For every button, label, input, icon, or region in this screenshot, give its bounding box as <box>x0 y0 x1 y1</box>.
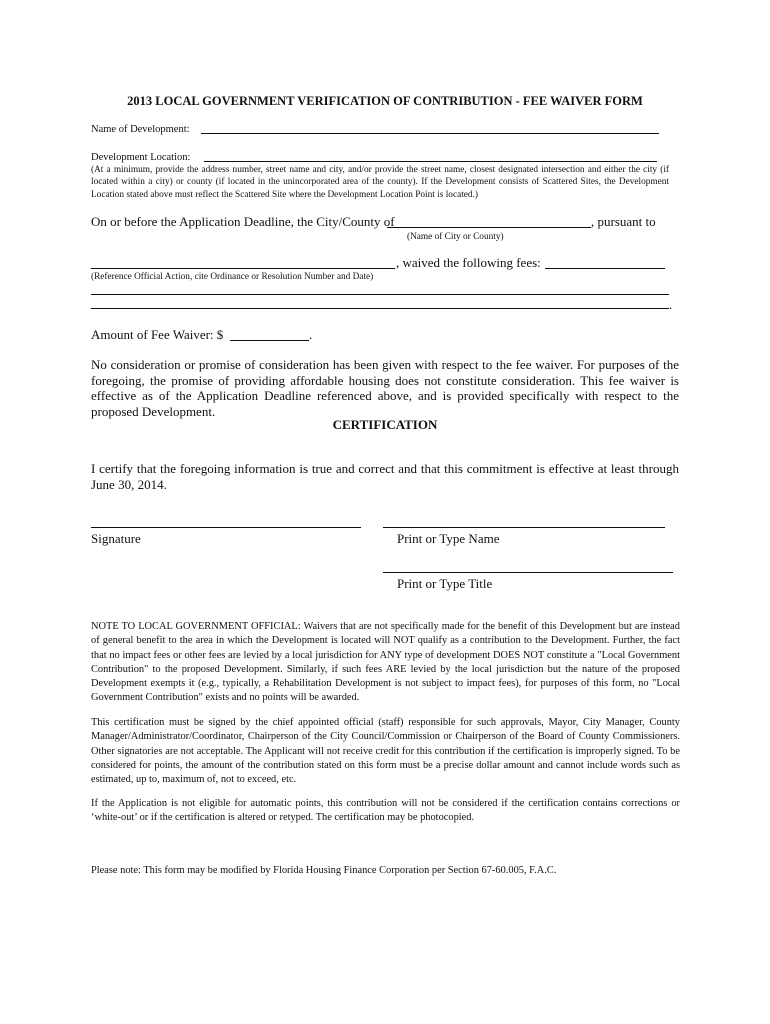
amount-label: Amount of Fee Waiver: $ <box>91 327 224 342</box>
signing-requirements: This certification must be signed by the chief appointed official (staff) responsible for such approvals, Mayor, City Manager, County Manager/Administrator/Coordinator, Chairperson of the City Council/Commission or Chairperson of the Board of County Commissioners. Other signatories are not acceptable. The Applicant will not receive credit for this contribution if the certification is improperly signed. To be considered for points, the amount of the contribution stated on this form must be a precise dollar amount and cannot include words such as estimated, up to, maximum of, not to exceed, etc. <box>91 717 680 786</box>
deadline-prefix: On or before the Application Deadline, the City/County of <box>91 214 395 229</box>
fees-period: . <box>669 297 673 312</box>
signature-field[interactable] <box>91 527 361 528</box>
city-county-caption: (Name of City or County) <box>407 232 504 242</box>
amount-period: . <box>309 327 313 342</box>
consideration-paragraph: No consideration or promise of consideration has been given with respect to the fee waiver. For purposes of the foregoing, the promise of providing affordable housing does not constitute consideration. This fee waiver is effective as of the Application Deadline referenced above, and is provided specifically with respect to the proposed Development. <box>91 357 679 419</box>
fees-description-line-1[interactable] <box>91 294 669 295</box>
fees-description-line-2[interactable] <box>91 308 669 309</box>
certification-heading: CERTIFICATION <box>332 417 438 432</box>
please-note: Please note: This form may be modified by Florida Housing Finance Corporation per Section 67-60.005, F.A.C. <box>91 865 557 876</box>
print-title-label: Print or Type Title <box>397 576 493 591</box>
reference-action-field[interactable] <box>91 268 395 269</box>
note-to-official: NOTE TO LOCAL GOVERNMENT OFFICIAL: Waivers that are not specifically made for the benefit of this Development but are instead of general benefit to the area in which the Development is located will NOT qualify as a contribution to the Development. Further, the fact that no impact fees or other fees are levied by a local jurisdiction for ANY type of development DOES NOT constitute a "Local Government Contribution" to the proposed Development. Similarly, if such fees ARE levied by the local jurisdiction but the nature of the proposed Development exempts it (e.g., typically, a Rehabilitation Development is not subject to impact fees), for purposes of this form, no "Local Government Contribution" exists and no points will be awarded. <box>91 621 680 704</box>
amount-field[interactable] <box>230 340 309 341</box>
form-title: 2013 LOCAL GOVERNMENT VERIFICATION OF CONTRIBUTION - FEE WAIVER FORM <box>127 94 643 108</box>
signature-label: Signature <box>91 531 141 546</box>
waived-fees-field[interactable] <box>545 268 665 269</box>
name-of-development-label: Name of Development: <box>91 124 190 135</box>
print-name-field[interactable] <box>383 527 665 528</box>
development-location-field[interactable] <box>204 161 657 162</box>
city-county-field[interactable] <box>387 227 591 228</box>
name-of-development-field[interactable] <box>201 133 659 134</box>
print-title-field[interactable] <box>383 572 673 573</box>
automatic-points-note: If the Application is not eligible for automatic points, this contribution will not be considered if the certification contains corrections or ‘white-out’ or if the certification is altered or retyped. The certification may be photocopied. <box>91 798 680 824</box>
certify-paragraph: I certify that the foregoing information is true and correct and that this commitment is effective at least through June 30, 2014. <box>91 461 679 492</box>
development-location-label: Development Location: <box>91 152 191 163</box>
print-name-label: Print or Type Name <box>397 531 500 546</box>
deadline-suffix: , pursuant to <box>591 214 656 229</box>
reference-caption: (Reference Official Action, cite Ordinance or Resolution Number and Date) <box>91 272 374 282</box>
location-instructions: (At a minimum, provide the address number, street name and city, and/or provide the street name, closest designated intersection and either the city (if located within a city) or county (if located in the unincorporated area of the county). If the Development consists of Scattered Sites, the Development Location stated above must reflect the Scattered Site where the Development Location Point is located.) <box>91 165 669 200</box>
waived-text: , waived the following fees: <box>396 255 541 270</box>
